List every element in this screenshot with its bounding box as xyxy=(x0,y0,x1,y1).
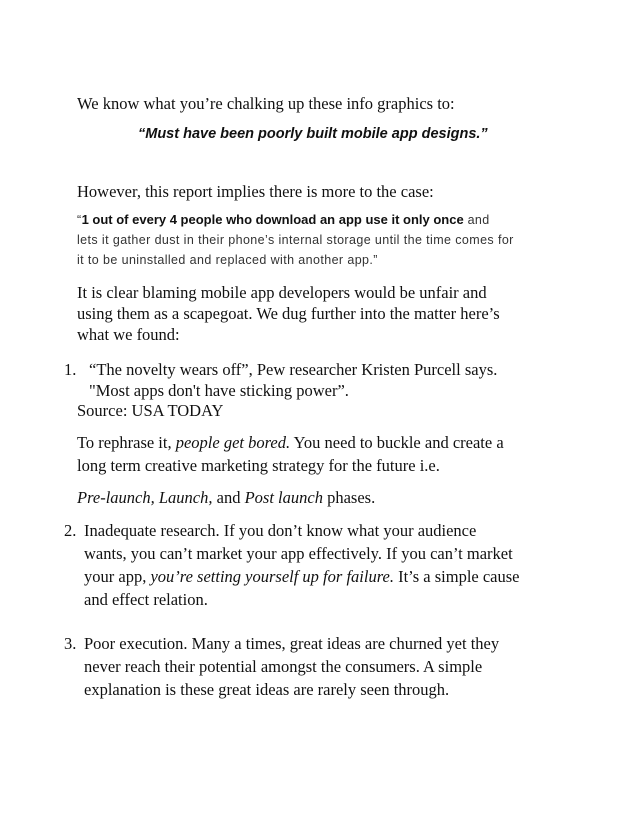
stat-bold: 1 out of every 4 people who download an app use it only once xyxy=(81,212,464,227)
item3-line-1: Poor execution. Many a times, great ideas are churned yet they xyxy=(84,634,500,653)
item2-line-3 xyxy=(84,566,520,588)
however-line: However, this report implies there is more to the case: xyxy=(77,182,434,201)
blame-line-3: what we found: xyxy=(77,325,180,344)
stat-open-quote: “ xyxy=(77,213,82,227)
phases-and: and xyxy=(216,488,241,507)
phase-pre-launch: Pre-launch, xyxy=(77,488,155,507)
item1-source: Source: USA TODAY xyxy=(77,401,224,420)
stat-quote-line-1 xyxy=(77,212,490,227)
item2-number: 2. xyxy=(64,521,77,540)
intro-quote: “Must have been poorly built mobile app designs.” xyxy=(138,126,488,142)
rephrase-line-1 xyxy=(77,432,504,454)
item3-number: 3. xyxy=(64,634,77,653)
item3-line-3: explanation is these great ideas are rarely seen through. xyxy=(84,680,450,699)
intro-line: We know what you’re chalking up these info graphics to: xyxy=(77,94,455,113)
blame-line-2: using them as a scapegoat. We dug further into the matter here’s xyxy=(77,304,500,323)
item2-line-3-pre: your app, xyxy=(84,567,151,586)
item2-line-2: wants, you can’t market your app effectively. If you can’t market xyxy=(84,544,513,563)
rephrase-post: You need to buckle and create a xyxy=(290,433,504,452)
blame-line-1: It is clear blaming mobile app developers would be unfair and xyxy=(77,283,487,302)
stat-quote-line-3: it to be uninstalled and replaced with another app.” xyxy=(77,253,378,267)
item3-line-2: never reach their potential amongst the consumers. A simple xyxy=(84,657,483,676)
item2-line-3-post: It’s a simple cause xyxy=(393,567,520,586)
rephrase-line-2: long term creative marketing strategy for the future i.e. xyxy=(77,456,440,475)
item2-line-4: and effect relation. xyxy=(84,590,208,609)
item2-line-1: Inadequate research. If you don’t know what your audience xyxy=(84,521,477,540)
phase-launch: Launch, xyxy=(158,488,213,507)
phases-line xyxy=(77,487,375,509)
stat-quote-line-2: lets it gather dust in their phone’s internal storage until the time comes for xyxy=(77,233,514,247)
item1-line-2: "Most apps don't have sticking power”. xyxy=(89,381,349,400)
phases-tail: phases. xyxy=(327,488,376,507)
rephrase-pre: To rephrase it, xyxy=(77,433,176,452)
item1-line-1: “The novelty wears off”, Pew researcher Kristen Purcell says. xyxy=(89,360,498,379)
stat-rest: and xyxy=(463,213,490,227)
item2-line-3-italic: you’re setting yourself up for failure. xyxy=(150,567,394,586)
rephrase-italic: people get bored. xyxy=(175,433,291,452)
phase-post-launch: Post launch xyxy=(244,488,323,507)
item1-number: 1. xyxy=(64,360,77,379)
